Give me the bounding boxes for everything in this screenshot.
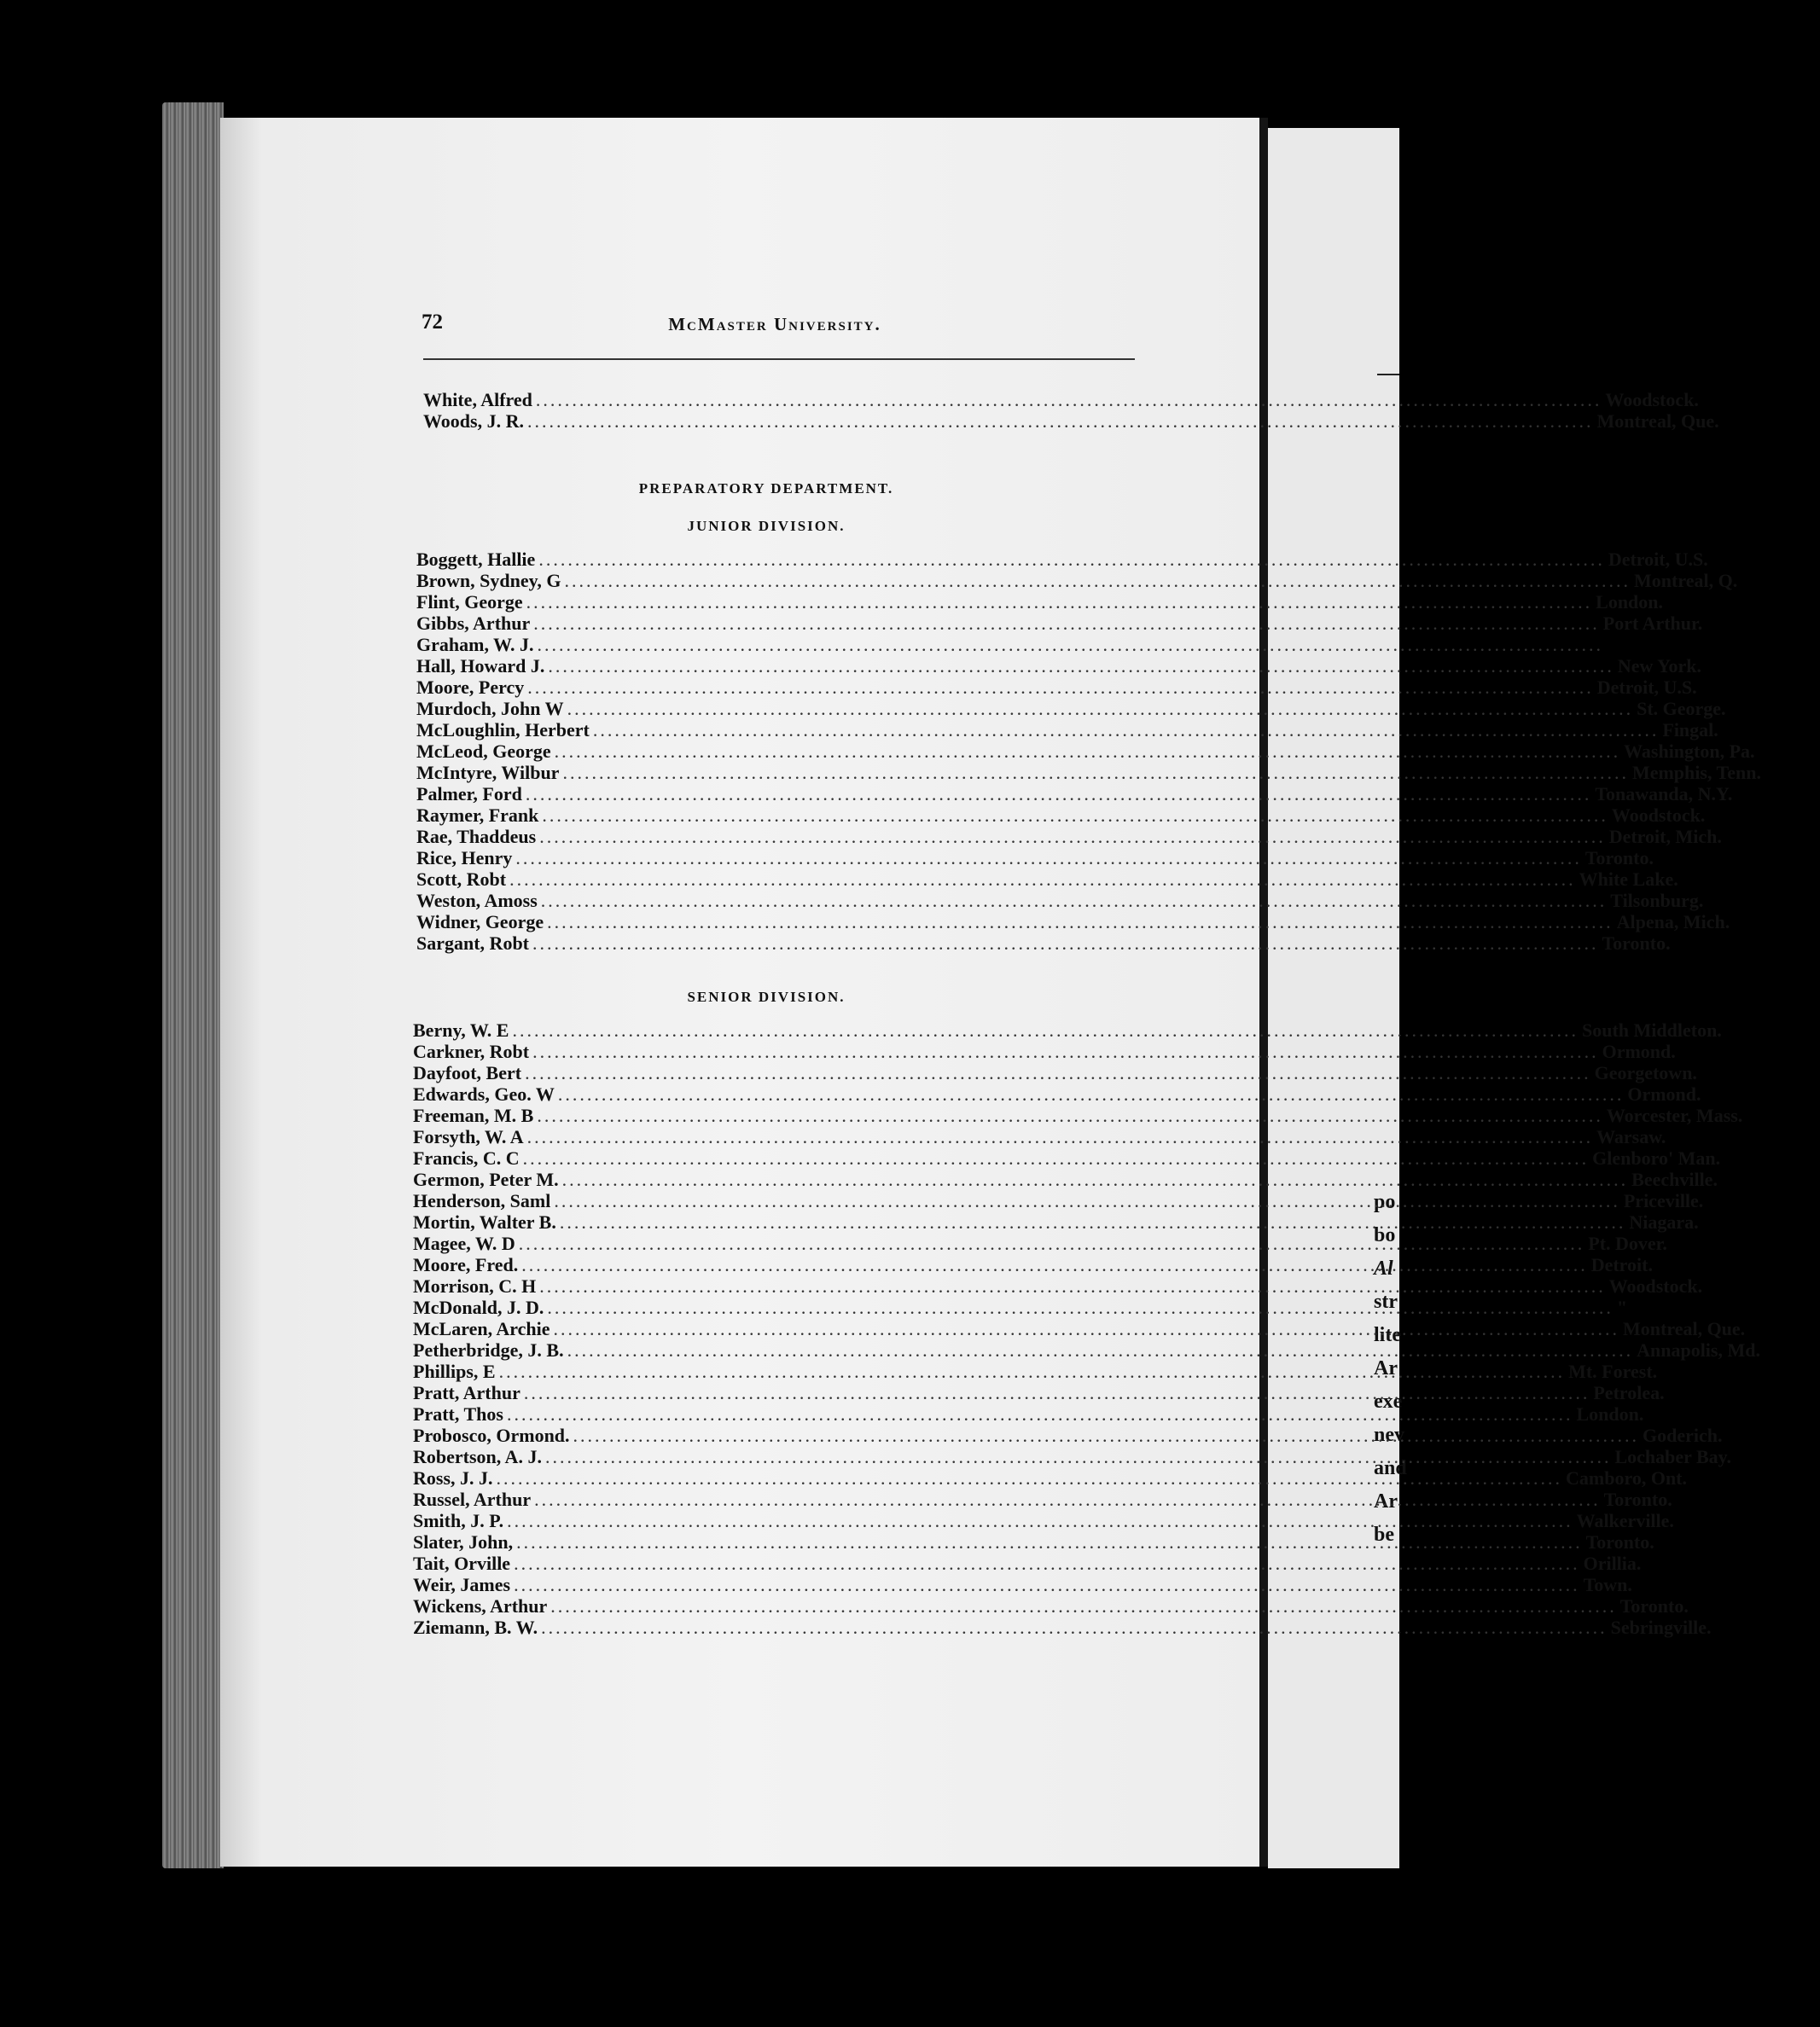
facing-page-rule	[1377, 374, 1399, 375]
dot-leader	[499, 1361, 1566, 1382]
student-name: Gibbs, Arthur	[416, 613, 531, 634]
dot-leader	[526, 783, 1592, 804]
dot-leader	[534, 1489, 1601, 1510]
student-hometown: Alpena, Mich.	[1616, 911, 1730, 932]
dot-leader	[519, 1233, 1585, 1254]
list-item	[416, 570, 1738, 591]
dot-leader	[533, 613, 1600, 634]
student-name: Brown, Sydney, G	[416, 570, 561, 591]
book-edge	[162, 102, 224, 1868]
dot-leader	[562, 1169, 1629, 1190]
student-name: McIntyre, Wilbur	[416, 762, 560, 783]
student-hometown: Sebringville.	[1610, 1617, 1712, 1638]
dot-leader	[562, 762, 1629, 783]
dot-leader	[532, 932, 1599, 954]
dot-leader	[539, 1275, 1606, 1297]
student-name: McLaren, Archie	[413, 1318, 550, 1339]
student-hometown: Mt. Forest.	[1568, 1361, 1658, 1382]
list-item	[413, 1489, 1672, 1510]
dot-leader	[558, 1083, 1625, 1105]
student-hometown: Detroit.	[1590, 1254, 1653, 1275]
student-name: Smith, J. P.	[413, 1510, 504, 1531]
list-item	[413, 1553, 1642, 1574]
list-item	[413, 1595, 1689, 1617]
list-item	[413, 1169, 1718, 1190]
dot-leader	[555, 741, 1621, 762]
list-item	[413, 1275, 1703, 1297]
dot-leader	[512, 1019, 1579, 1041]
student-hometown: Walkerville.	[1576, 1510, 1674, 1531]
student-name: McLoughlin, Herbert	[416, 719, 590, 741]
page-header	[408, 307, 1142, 341]
student-hometown: Lochaber Bay.	[1614, 1446, 1731, 1467]
dot-leader	[542, 804, 1608, 826]
student-name: Ziemann, B. W.	[413, 1617, 538, 1638]
student-hometown: Detroit, Mich.	[1608, 826, 1722, 847]
student-hometown: Orillia.	[1583, 1553, 1642, 1574]
student-hometown: Montreal, Que.	[1623, 1318, 1746, 1339]
student-hometown: Pt. Dover.	[1588, 1233, 1667, 1254]
student-hometown: Woodstock.	[1608, 1275, 1703, 1297]
student-name: Petherbridge, J. B.	[413, 1339, 564, 1361]
student-name: Wickens, Arthur	[413, 1595, 548, 1617]
page-number: 72	[422, 311, 443, 334]
student-hometown: Fingal.	[1662, 719, 1718, 741]
student-name: Raymer, Frank	[416, 804, 539, 826]
list-item	[413, 1147, 1721, 1169]
student-name: Freeman, M. B	[413, 1105, 534, 1126]
facing-page-line: be	[1374, 1524, 1394, 1546]
student-name: Russel, Arthur	[413, 1489, 532, 1510]
list-item	[413, 1019, 1722, 1041]
dot-leader	[567, 1339, 1634, 1361]
list-item	[413, 1510, 1674, 1531]
student-name: Weir, James	[413, 1574, 511, 1595]
dot-leader	[507, 1403, 1573, 1425]
dot-leader	[526, 591, 1593, 613]
list-item	[416, 783, 1733, 804]
student-hometown: Warsaw.	[1596, 1126, 1666, 1147]
student-name: Sargant, Robt	[416, 932, 530, 954]
dot-leader	[567, 698, 1634, 719]
student-hometown: Detroit, U.S.	[1608, 549, 1708, 570]
list-item	[413, 1211, 1699, 1233]
student-name: Probosco, Ormond.	[413, 1425, 570, 1446]
list-item	[416, 890, 1704, 911]
list-item	[413, 1574, 1632, 1595]
student-name: Rae, Thaddeus	[416, 826, 537, 847]
dot-leader	[532, 1041, 1599, 1062]
student-name: Flint, George	[416, 591, 523, 613]
student-hometown: Glenboro' Man.	[1592, 1147, 1721, 1169]
list-item	[416, 634, 1133, 655]
student-hometown: South Middleton.	[1581, 1019, 1722, 1041]
student-hometown: Toronto.	[1619, 1595, 1689, 1617]
facing-page-line: Ar	[1374, 1357, 1398, 1379]
facing-page-line: str	[1374, 1291, 1398, 1313]
student-hometown: Toronto.	[1602, 932, 1671, 954]
student-hometown: Niagara.	[1629, 1211, 1699, 1233]
student-hometown: St. George.	[1637, 698, 1726, 719]
dot-leader	[548, 655, 1614, 677]
facing-page-line: bo	[1374, 1224, 1396, 1246]
student-hometown: Goderich.	[1643, 1425, 1723, 1446]
dot-leader	[537, 1105, 1603, 1126]
student-name: Palmer, Ford	[416, 783, 522, 804]
student-name: White, Alfred	[423, 389, 532, 410]
student-name: Berny, W. E	[413, 1019, 509, 1041]
list-item	[416, 804, 1706, 826]
student-name: Widner, George	[416, 911, 544, 932]
student-name: Slater, John,	[413, 1531, 514, 1553]
student-name: Pratt, Thos	[413, 1403, 503, 1425]
student-name: Woods, J. R.	[423, 410, 524, 432]
list-item	[413, 1617, 1712, 1638]
student-name: Forsyth, W. A	[413, 1126, 524, 1147]
student-hometown: Toronto.	[1585, 847, 1654, 868]
student-name: Ross, J. J.	[413, 1467, 493, 1489]
section-heading-senior: SENIOR DIVISION.	[687, 989, 846, 1005]
student-hometown: Ormond.	[1627, 1083, 1701, 1105]
list-item	[416, 549, 1708, 570]
dot-leader	[497, 1467, 1563, 1489]
dot-leader	[523, 1147, 1590, 1169]
list-item	[413, 1126, 1666, 1147]
student-hometown: Washington, Pa.	[1624, 741, 1755, 762]
student-name: Carkner, Robt	[413, 1041, 530, 1062]
dot-leader	[527, 410, 1594, 432]
dot-leader	[541, 890, 1608, 911]
list-item	[416, 655, 1702, 677]
list-item	[416, 741, 1755, 762]
student-hometown: Beechville.	[1631, 1169, 1718, 1190]
list-item	[416, 698, 1726, 719]
dot-leader	[539, 826, 1606, 847]
list-item	[423, 389, 1699, 410]
student-hometown: Tilsonburg.	[1610, 890, 1704, 911]
student-hometown: Woodstock.	[1611, 804, 1706, 826]
student-hometown: Georgetown.	[1594, 1062, 1697, 1083]
dot-leader	[524, 1382, 1590, 1403]
student-name: Robertson, A. J.	[413, 1446, 542, 1467]
dot-leader	[547, 911, 1614, 932]
student-name: Pratt, Arthur	[413, 1382, 520, 1403]
student-name: Magee, W. D	[413, 1233, 515, 1254]
dot-leader	[507, 1510, 1573, 1531]
facing-page-line: and	[1374, 1457, 1407, 1479]
list-item	[416, 762, 1761, 783]
facing-page-line: lite	[1374, 1324, 1401, 1346]
student-name: Morrison, C. H	[413, 1275, 537, 1297]
list-item	[416, 613, 1703, 634]
list-item	[416, 826, 1722, 847]
student-name: Tait, Orville	[413, 1553, 511, 1574]
dot-leader	[541, 1617, 1608, 1638]
list-item	[413, 1446, 1731, 1467]
student-name: Francis, C. C	[413, 1147, 520, 1169]
list-item	[416, 911, 1730, 932]
dot-leader	[538, 549, 1605, 570]
student-name: Moore, Fred.	[413, 1254, 519, 1275]
list-item	[413, 1339, 1760, 1361]
dot-leader	[521, 1254, 1588, 1275]
student-hometown: Montreal, Q.	[1634, 570, 1738, 591]
student-hometown: Woodstock.	[1605, 389, 1699, 410]
student-hometown: Montreal, Que.	[1596, 410, 1719, 432]
student-hometown: Memphis, Tenn.	[1631, 762, 1761, 783]
student-hometown: Tonawanda, N.Y.	[1595, 783, 1733, 804]
student-hometown: Detroit, U.S.	[1596, 677, 1697, 698]
list-item	[413, 1083, 1701, 1105]
student-name: McLeod, George	[416, 741, 551, 762]
facing-page-line: po	[1374, 1191, 1396, 1213]
dot-leader	[550, 1595, 1617, 1617]
dot-leader	[525, 1062, 1591, 1083]
list-item	[413, 1403, 1644, 1425]
list-item	[423, 410, 1719, 432]
dot-leader	[547, 1297, 1614, 1318]
section-heading-junior: JUNIOR DIVISION.	[687, 518, 846, 534]
list-item	[413, 1062, 1697, 1083]
student-hometown: Port Arthur.	[1602, 613, 1703, 634]
dot-leader	[509, 868, 1576, 890]
student-hometown: Priceville.	[1623, 1190, 1704, 1211]
dot-leader	[545, 1446, 1612, 1467]
facing-page-line: Ar	[1374, 1490, 1398, 1513]
student-hometown: Annapolis, Md.	[1637, 1339, 1760, 1361]
dot-leader	[593, 719, 1660, 741]
student-hometown: London.	[1596, 591, 1664, 613]
header-rule	[423, 358, 1135, 360]
student-hometown: Ormond.	[1602, 1041, 1676, 1062]
dot-leader	[514, 1553, 1580, 1574]
student-hometown: White Lake.	[1579, 868, 1678, 890]
student-name: McDonald, J. D.	[413, 1297, 544, 1318]
student-hometown: New York.	[1617, 655, 1702, 677]
dot-leader	[560, 1211, 1626, 1233]
list-item	[416, 719, 1718, 741]
student-name: Moore, Percy	[416, 677, 525, 698]
list-item	[416, 932, 1671, 954]
facing-page-line: nev	[1374, 1424, 1404, 1446]
running-title: McMaster University.	[668, 314, 881, 334]
facing-page-line: exe	[1374, 1391, 1403, 1413]
student-hometown: London.	[1576, 1403, 1644, 1425]
dot-leader	[527, 1126, 1594, 1147]
student-hometown: "	[1616, 1297, 1628, 1318]
list-item	[413, 1041, 1676, 1062]
student-hometown: Worcester, Mass.	[1606, 1105, 1743, 1126]
student-hometown: Town.	[1583, 1574, 1632, 1595]
student-name: Dayfoot, Bert	[413, 1062, 522, 1083]
student-name: Weston, Amoss	[416, 890, 538, 911]
list-item	[416, 677, 1697, 698]
student-name: Murdoch, John W	[416, 698, 564, 719]
student-hometown: Camboro, Ont.	[1566, 1467, 1688, 1489]
list-item	[416, 847, 1654, 868]
top-entries-list	[423, 389, 1719, 432]
dot-leader	[554, 1318, 1620, 1339]
list-item	[416, 591, 1664, 613]
list-item	[413, 1105, 1743, 1126]
list-item	[416, 868, 1678, 890]
student-name: Mortin, Walter B.	[413, 1211, 556, 1233]
student-name: Henderson, Saml	[413, 1190, 551, 1211]
dot-leader	[565, 570, 1631, 591]
dot-leader	[536, 389, 1602, 410]
student-name: Phillips, E	[413, 1361, 496, 1382]
student-hometown: Toronto.	[1585, 1531, 1654, 1553]
student-name: Edwards, Geo. W	[413, 1083, 555, 1105]
student-name: Graham, W. J.	[416, 634, 534, 655]
dot-leader	[538, 634, 1604, 655]
section-heading-preparatory: PREPARATORY DEPARTMENT.	[638, 480, 894, 497]
dot-leader	[514, 1574, 1580, 1595]
student-name: Scott, Robt	[416, 868, 507, 890]
student-hometown: Toronto.	[1603, 1489, 1672, 1510]
student-hometown: Petrolea.	[1593, 1382, 1665, 1403]
dot-leader	[573, 1425, 1640, 1446]
student-name: Hall, Howard J.	[416, 655, 545, 677]
student-name: Germon, Peter M.	[413, 1169, 559, 1190]
dot-leader	[527, 677, 1594, 698]
dot-leader	[516, 1531, 1583, 1553]
junior-division-list	[416, 549, 1761, 954]
student-name: Rice, Henry	[416, 847, 513, 868]
dot-leader	[515, 847, 1582, 868]
dot-leader	[554, 1190, 1620, 1211]
facing-page-line: Al	[1374, 1257, 1393, 1280]
student-name: Boggett, Hallie	[416, 549, 536, 570]
